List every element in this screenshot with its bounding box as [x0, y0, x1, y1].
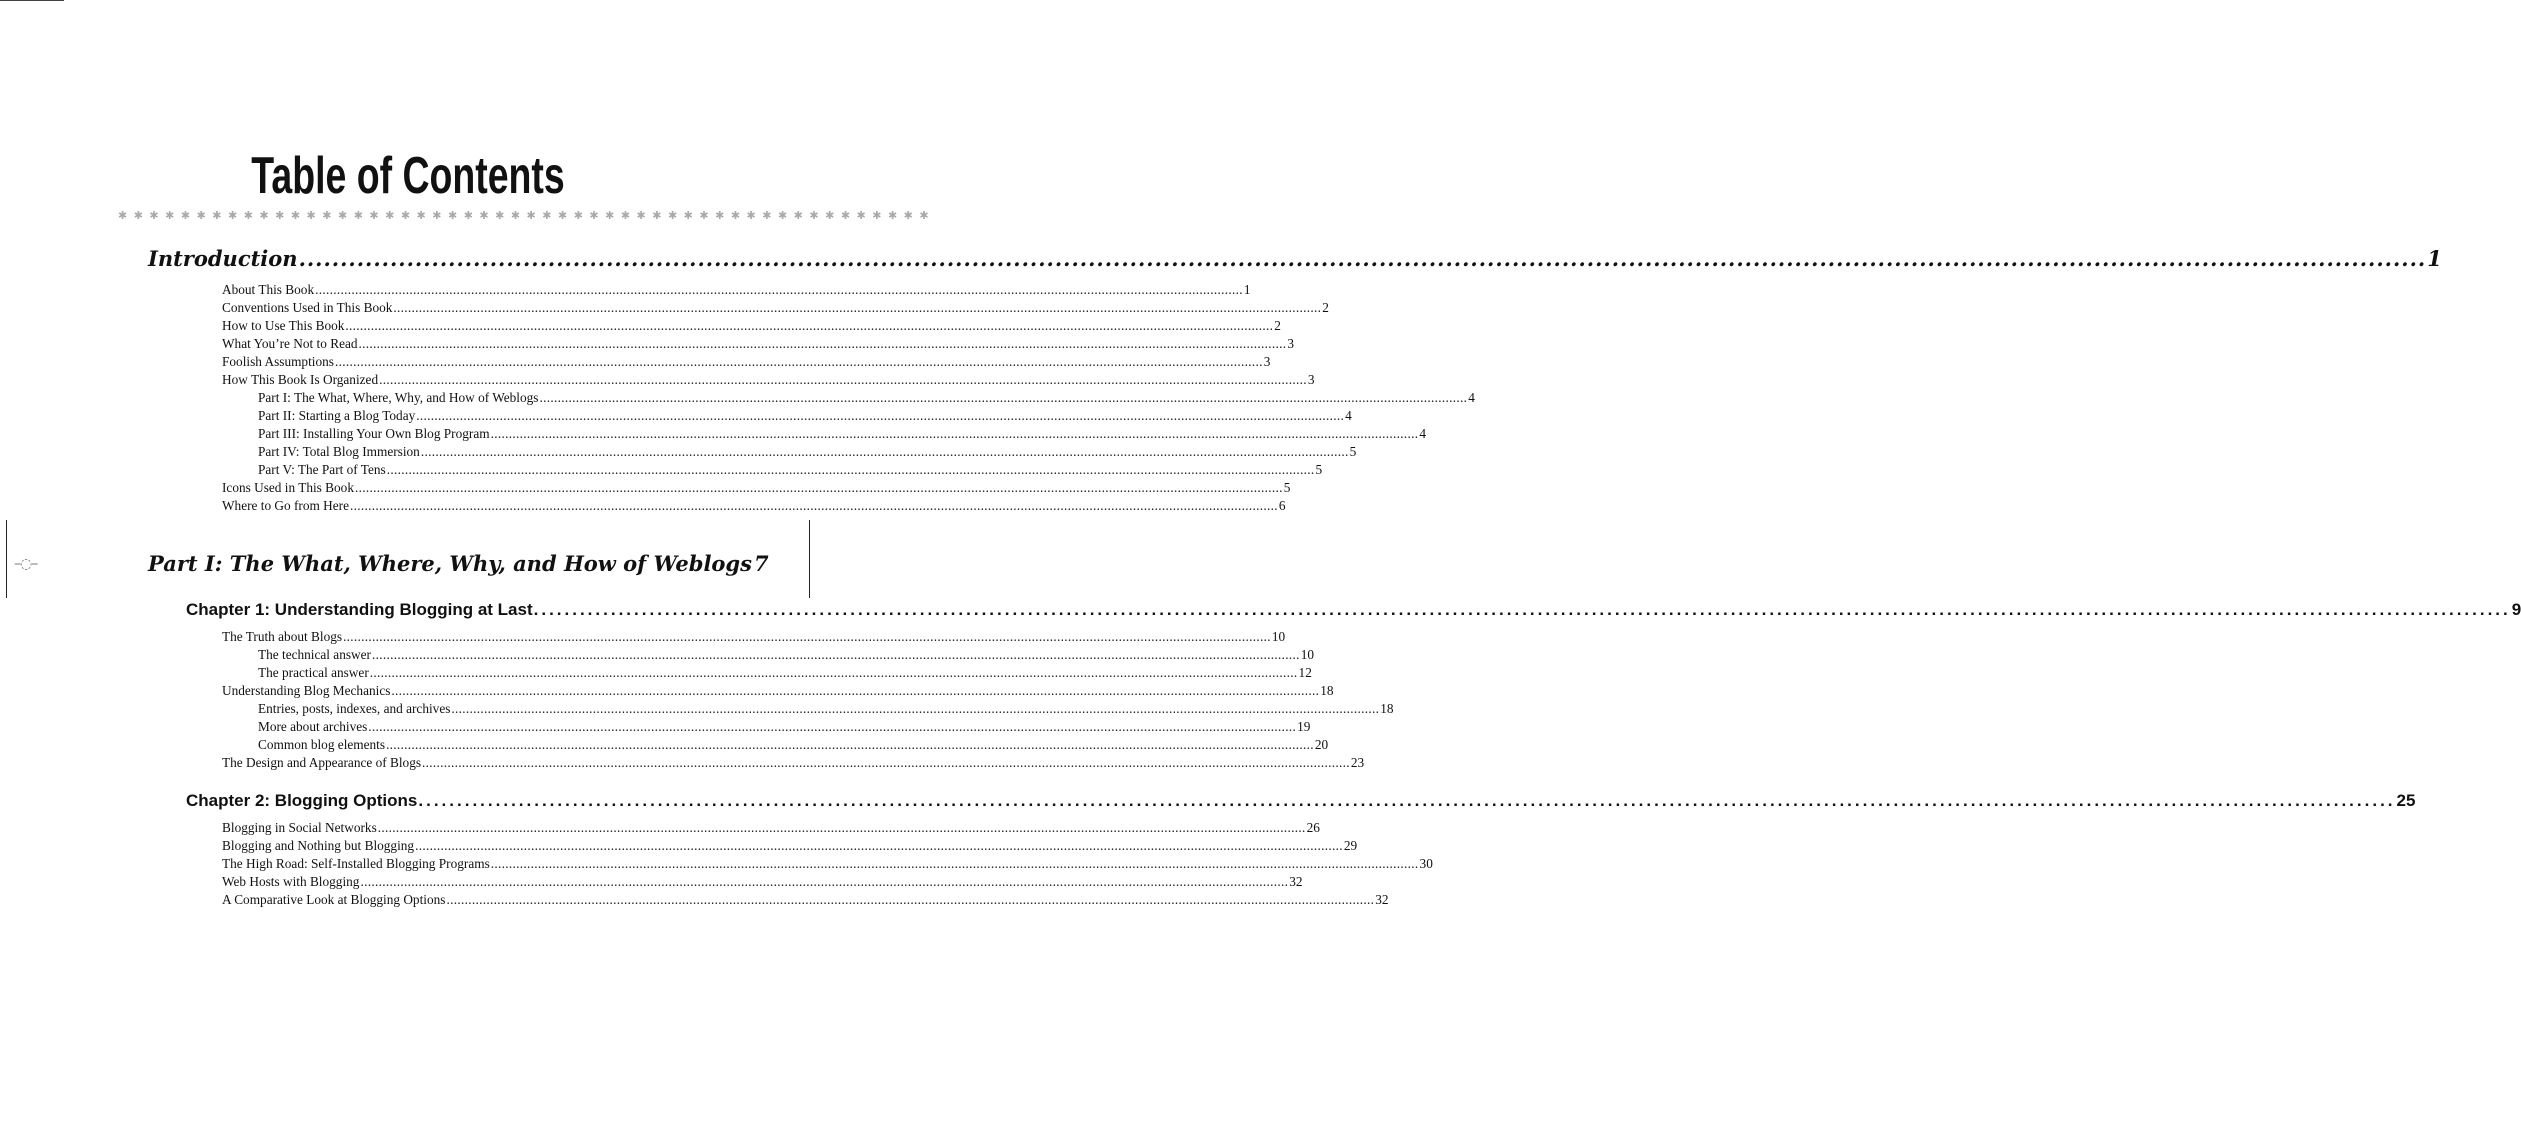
toc-entry-page: 2 [1274, 318, 1281, 333]
dot-leader [391, 684, 1319, 697]
toc-page-number: 9 [2511, 600, 2521, 619]
toc-entry[interactable] [222, 755, 1365, 773]
toc-chapter-title: Chapter 1: Understanding Blogging at Last [186, 600, 533, 619]
toc-subentry[interactable] [258, 408, 1352, 426]
dot-leader [370, 666, 1298, 679]
toc-entry-label: The Design and Appearance of Blogs [222, 755, 422, 770]
toc-part-title: Introduction [148, 246, 298, 271]
toc-entry[interactable] [222, 498, 1286, 516]
binding-rule-right [809, 520, 810, 598]
toc-entry-page: 19 [1297, 719, 1311, 734]
dot-leader [315, 283, 1243, 296]
toc-entry-page: 10 [1271, 629, 1286, 644]
toc-entry-page: 10 [1300, 647, 1315, 662]
toc-entry-label: Where to Go from Here [222, 498, 350, 513]
dot-leader [378, 821, 1306, 834]
toc-entry-label: Foolish Assumptions [222, 354, 334, 369]
toc-entry-page: 5 [1349, 444, 1357, 459]
toc-part-introduction[interactable] [148, 246, 2442, 271]
dot-leader [379, 373, 1307, 386]
toc-entry-label: Part IV: Total Blog Immersion [258, 444, 420, 459]
dot-leader [446, 893, 1374, 906]
toc-entry[interactable] [222, 372, 1315, 390]
toc-entry-label: About This Book [222, 282, 315, 297]
dot-leader [393, 301, 1321, 314]
toc-entry-label: Entries, posts, indexes, and archives [258, 701, 451, 716]
toc-entry-label: The High Road: Self-Installed Blogging Programs [222, 856, 490, 871]
dot-leader [299, 248, 2427, 271]
toc-chapter-title: Chapter 2: Blogging Options [186, 791, 418, 810]
toc-entry-page: 12 [1298, 665, 1312, 680]
toc-subentry[interactable] [258, 701, 1394, 719]
dot-leader [491, 857, 1419, 870]
toc-entry[interactable] [222, 683, 1334, 701]
toc-entry[interactable] [222, 820, 1320, 838]
toc-entry-label: Part III: Installing Your Own Blog Program [258, 426, 490, 441]
toc-entry-page: 4 [1419, 426, 1427, 441]
toc-entry[interactable] [222, 318, 1281, 336]
toc-chapter-2[interactable] [186, 791, 2416, 811]
dot-leader [350, 499, 1278, 512]
toc-entry-page: 32 [1375, 892, 1389, 907]
toc-entry-label: The Truth about Blogs [222, 629, 343, 644]
toc-entry-page: 18 [1320, 683, 1334, 698]
dot-leader [418, 792, 2395, 809]
toc-entry-page: 3 [1307, 372, 1315, 387]
dot-leader [534, 601, 2511, 618]
dot-leader [451, 702, 1379, 715]
toc-page-number: 1 [2427, 246, 2442, 271]
toc-entry-label: Common blog elements [258, 737, 386, 752]
toc-entry[interactable] [222, 354, 1271, 372]
dot-leader [360, 875, 1288, 888]
dot-leader [345, 319, 1273, 332]
toc-entry-label: Part V: The Part of Tens [258, 462, 386, 477]
toc-subentry[interactable] [258, 719, 1311, 737]
dot-leader [359, 337, 1287, 350]
toc-entry-label: Part II: Starting a Blog Today [258, 408, 416, 423]
dot-leader [539, 391, 1467, 404]
toc-entry[interactable] [222, 892, 1389, 910]
toc-entry-label: How This Book Is Organized [222, 372, 379, 387]
toc-entry-page: 20 [1314, 737, 1329, 752]
toc-entry-label: Blogging in Social Networks [222, 820, 377, 835]
dot-leader [491, 427, 1419, 440]
toc-entry-page: 3 [1263, 354, 1271, 369]
toc-entry[interactable] [222, 838, 1358, 856]
toc-subentry[interactable] [258, 665, 1312, 683]
toc-entry-page: 3 [1287, 336, 1294, 351]
dot-leader [372, 648, 1300, 661]
toc-entry[interactable] [222, 874, 1303, 892]
toc-entry-label: What You’re Not to Read [222, 336, 358, 351]
dot-leader [335, 355, 1263, 368]
toc-part-title: Part I: The What, Where, Why, and How of Weblogs [148, 551, 752, 576]
toc-entry[interactable] [222, 856, 1433, 874]
toc-entry-page: 26 [1306, 820, 1320, 835]
dot-leader [386, 738, 1314, 751]
toc-entry-label: How to Use This Book [222, 318, 345, 333]
dot-leader [422, 756, 1350, 769]
toc-subentry[interactable] [258, 737, 1329, 755]
toc-entry-page: 32 [1289, 874, 1303, 889]
toc-page-number: 7 [753, 551, 769, 576]
toc-subentry[interactable] [258, 426, 1427, 444]
toc-entry[interactable] [222, 629, 1286, 647]
toc-entry-page: 6 [1278, 498, 1286, 513]
toc-subentry[interactable] [258, 444, 1357, 462]
toc-entry-page: 5 [1283, 480, 1291, 495]
toc-entry-page: 29 [1343, 838, 1358, 853]
toc-entry-page: 1 [1243, 282, 1251, 297]
dot-leader [343, 630, 1271, 643]
registration-mark-icon: –◌– [14, 556, 38, 572]
dot-leader [421, 445, 1349, 458]
dot-leader [415, 839, 1343, 852]
toc-entry-label: The practical answer [258, 665, 369, 680]
toc-entry[interactable] [222, 336, 1294, 354]
toc-entry[interactable] [222, 300, 1329, 318]
toc-entry-label: Conventions Used in This Book [222, 300, 393, 315]
toc-subentry[interactable] [258, 462, 1323, 480]
toc-entry-label: More about archives [258, 719, 368, 734]
dot-leader [368, 720, 1296, 733]
dot-leader [387, 463, 1315, 476]
toc-entry-label: Understanding Blog Mechanics [222, 683, 391, 698]
toc-subentry[interactable] [258, 390, 1475, 408]
toc-entry[interactable] [222, 282, 1251, 300]
ornament-divider: ✱ ✱ ✱ ✱ ✱ ✱ ✱ ✱ ✱ ✱ ✱ ✱ ✱ ✱ ✱ ✱ ✱ ✱ ✱ ✱ ✱ ✱ ✱ ✱ ✱ ✱ ✱ ✱ ✱ ✱ ✱ ✱ ✱ ✱ ✱ ✱ ✱ ✱ ✱ ✱ ✱ ✱ ✱ ✱ ✱ ✱ ✱ ✱ ✱ ✱ ✱ ✱ [118, 209, 931, 222]
dot-leader [355, 481, 1283, 494]
toc-entry-label: The technical answer [258, 647, 371, 662]
binding-rule-left [6, 520, 7, 598]
toc-subentry[interactable] [258, 647, 1315, 665]
toc-entry[interactable] [222, 480, 1291, 498]
toc-entry-label: Blogging and Nothing but Blogging [222, 838, 415, 853]
toc-entry-page: 2 [1322, 300, 1329, 315]
toc-entry-label: Icons Used in This Book [222, 480, 354, 495]
crop-mark-top [0, 0, 64, 1]
toc-entry-label: A Comparative Look at Blogging Options [222, 892, 446, 907]
toc-entry-page: 4 [1468, 390, 1475, 405]
toc-entry-page: 23 [1350, 755, 1365, 770]
toc-chapter-1[interactable] [186, 600, 2521, 620]
toc-entry-label: Part I: The What, Where, Why, and How of Weblogs [258, 390, 539, 405]
toc-entry-label: Web Hosts with Blogging [222, 874, 360, 889]
toc-entry-page: 4 [1345, 408, 1352, 423]
toc-part-1[interactable] [148, 551, 769, 576]
page-title: Table of Contents [251, 147, 565, 205]
toc-entry-page: 5 [1315, 462, 1323, 477]
dot-leader [416, 409, 1344, 422]
toc-page-number: 25 [2396, 791, 2416, 810]
toc-entry-page: 18 [1380, 701, 1394, 716]
toc-entry-page: 30 [1419, 856, 1433, 871]
